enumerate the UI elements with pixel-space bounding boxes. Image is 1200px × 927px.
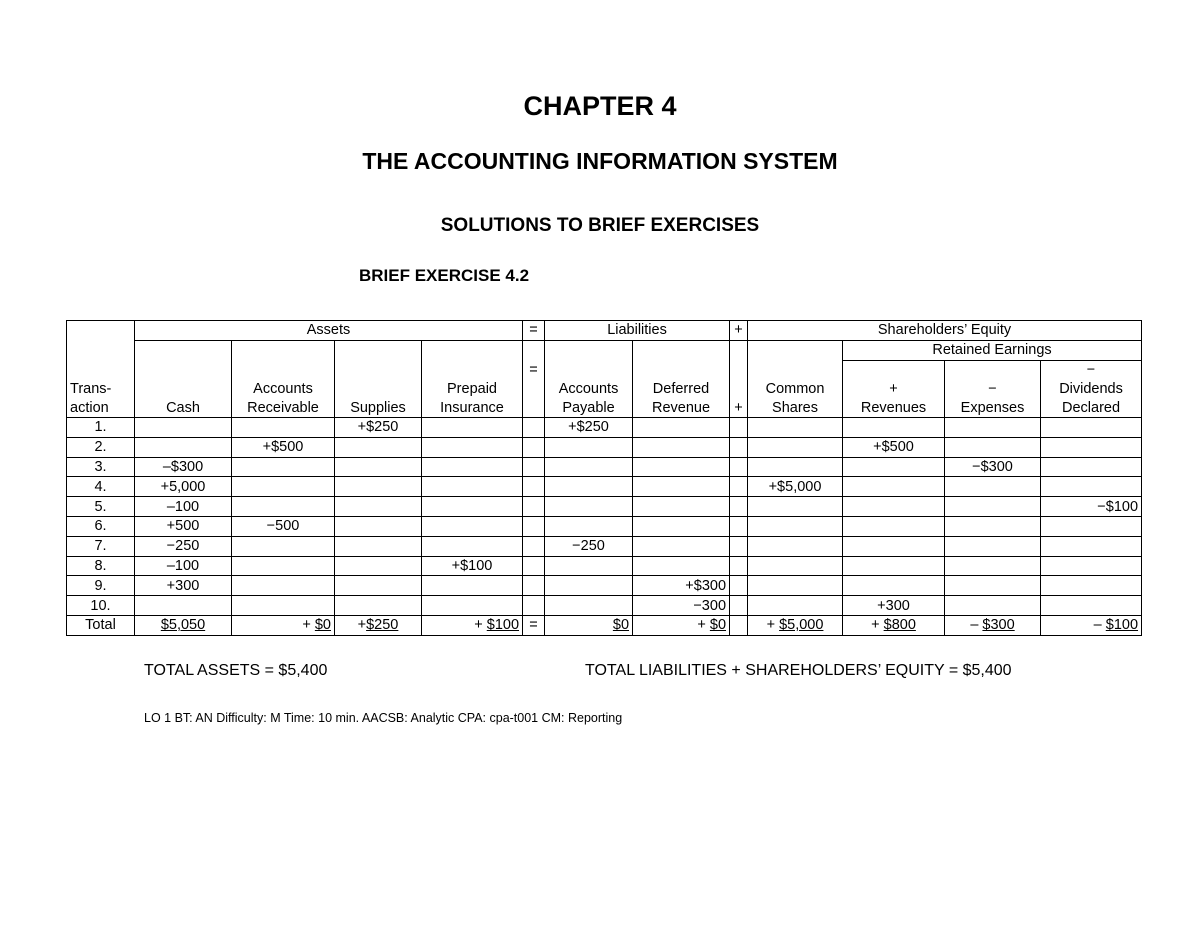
group-header-row <box>67 321 1142 341</box>
cell-pi <box>422 536 523 556</box>
cash-header: Cash <box>135 398 232 417</box>
cell-cs <box>748 576 843 596</box>
total-row <box>67 615 1142 635</box>
cell-div <box>1041 457 1142 477</box>
cell-sup: +$250 <box>335 417 422 437</box>
cell-ar <box>232 596 335 616</box>
table-row <box>67 596 1142 616</box>
cell-exp <box>945 556 1041 576</box>
expenses-sign: − <box>945 379 1041 398</box>
revenue-header: Revenue <box>633 398 730 417</box>
cell-ar <box>232 477 335 497</box>
total-common-shares: + $5,000 <box>748 615 843 635</box>
cell-cash: +300 <box>135 576 232 596</box>
total-dividends: – $100 <box>1041 615 1142 635</box>
cell-cs <box>748 536 843 556</box>
declared-header: Declared <box>1041 398 1142 417</box>
column-header-row-3 <box>67 398 1142 417</box>
shares-header: Shares <box>748 398 843 417</box>
cell-exp <box>945 536 1041 556</box>
dividends-sign: − <box>1041 360 1142 379</box>
cell-ar <box>232 536 335 556</box>
cell-div <box>1041 477 1142 497</box>
table-row <box>67 576 1142 596</box>
total-equals: = <box>523 615 545 635</box>
action-header: action <box>67 398 135 417</box>
cell-rev <box>843 536 945 556</box>
retained-header-row <box>67 340 1142 360</box>
total-ar: + $0 <box>232 615 335 635</box>
table-row <box>67 417 1142 437</box>
cell-dr <box>633 497 730 517</box>
cell-ap <box>545 457 633 477</box>
cell-cash: −250 <box>135 536 232 556</box>
table-row <box>67 437 1142 457</box>
total-cash: $5,050 <box>135 615 232 635</box>
table-row <box>67 457 1142 477</box>
cell-ar: +$500 <box>232 437 335 457</box>
cell-sup <box>335 477 422 497</box>
cell-dr <box>633 457 730 477</box>
cell-ap <box>545 576 633 596</box>
cell-sup <box>335 497 422 517</box>
total-prepaid: + $100 <box>422 615 523 635</box>
table-row <box>67 497 1142 517</box>
plus-sign: + <box>730 321 748 341</box>
cell-t: 5. <box>67 497 135 517</box>
cell-cash <box>135 596 232 616</box>
cell-ar <box>232 576 335 596</box>
total-dr: + $0 <box>633 615 730 635</box>
cell-cash <box>135 417 232 437</box>
cell-div <box>1041 556 1142 576</box>
cell-t: 10. <box>67 596 135 616</box>
cell-exp <box>945 576 1041 596</box>
revenues-sign: + <box>843 379 945 398</box>
total-label: Total <box>67 615 135 635</box>
cell-cs <box>748 457 843 477</box>
cell-rev <box>843 576 945 596</box>
cell-div: −$100 <box>1041 497 1142 517</box>
accounts-receivable-header: Accounts <box>232 379 335 398</box>
liabilities-group-header: Liabilities <box>545 321 730 341</box>
chapter-subtitle: THE ACCOUNTING INFORMATION SYSTEM <box>362 148 838 174</box>
cell-div <box>1041 596 1142 616</box>
cell-cash <box>135 437 232 457</box>
table-row <box>67 516 1142 536</box>
cell-div <box>1041 516 1142 536</box>
cell-div <box>1041 576 1142 596</box>
cell-rev <box>843 477 945 497</box>
total-expenses: – $300 <box>945 615 1041 635</box>
receivable-header: Receivable <box>232 398 335 417</box>
assets-group-header: Assets <box>135 321 523 341</box>
cell-ar: −500 <box>232 516 335 536</box>
cell-cash: –$300 <box>135 457 232 477</box>
cell-sup <box>335 536 422 556</box>
expenses-header: Expenses <box>945 398 1041 417</box>
cell-cash: –100 <box>135 497 232 517</box>
cell-ap <box>545 516 633 536</box>
total-assets: TOTAL ASSETS = $5,400 <box>144 662 328 679</box>
cell-sup <box>335 556 422 576</box>
cell-cs <box>748 417 843 437</box>
cell-pi <box>422 457 523 477</box>
cell-t: 2. <box>67 437 135 457</box>
cell-div <box>1041 417 1142 437</box>
cell-pi <box>422 477 523 497</box>
total-revenues: + $800 <box>843 615 945 635</box>
common-shares-header: Common <box>748 379 843 398</box>
cell-cs: +$5,000 <box>748 477 843 497</box>
cell-ap: −250 <box>545 536 633 556</box>
cell-t: 8. <box>67 556 135 576</box>
cell-ap: +$250 <box>545 417 633 437</box>
revenues-header: Revenues <box>843 398 945 417</box>
cell-ap <box>545 596 633 616</box>
cell-ar <box>232 497 335 517</box>
cell-t: 3. <box>67 457 135 477</box>
insurance-header: Insurance <box>422 398 523 417</box>
cell-sup <box>335 516 422 536</box>
cell-dr <box>633 556 730 576</box>
total-liabilities-equity: TOTAL LIABILITIES + SHAREHOLDERS’ EQUITY = $5,400 <box>585 662 1012 679</box>
cell-cs <box>748 437 843 457</box>
cell-ap <box>545 437 633 457</box>
cell-exp <box>945 596 1041 616</box>
plus-sign-2: + <box>730 398 748 417</box>
cell-pi: +$100 <box>422 556 523 576</box>
cell-rev <box>843 497 945 517</box>
cell-sup <box>335 596 422 616</box>
learning-objective-meta: LO 1 BT: AN Difficulty: M Time: 10 min. AACSB: Analytic CPA: cpa-t001 CM: Reporting <box>144 711 623 725</box>
cell-t: 9. <box>67 576 135 596</box>
cell-t: 6. <box>67 516 135 536</box>
cell-exp <box>945 417 1041 437</box>
cell-rev <box>843 457 945 477</box>
cell-sup <box>335 576 422 596</box>
deferred-revenue-header: Deferred <box>633 379 730 398</box>
cell-pi <box>422 417 523 437</box>
cell-cs <box>748 497 843 517</box>
cell-ap <box>545 556 633 576</box>
dividends-header: Dividends <box>1041 379 1142 398</box>
accounting-equation-table <box>66 320 1142 636</box>
column-header-row-2 <box>67 379 1142 398</box>
cell-cash: +500 <box>135 516 232 536</box>
cell-ar <box>232 556 335 576</box>
cell-sup <box>335 457 422 477</box>
trans-header: Trans- <box>67 379 135 398</box>
cell-exp <box>945 437 1041 457</box>
cell-t: 4. <box>67 477 135 497</box>
cell-dr: +$300 <box>633 576 730 596</box>
cell-exp <box>945 477 1041 497</box>
cell-rev <box>843 417 945 437</box>
cell-dr: −300 <box>633 596 730 616</box>
cell-div <box>1041 536 1142 556</box>
table-row <box>67 477 1142 497</box>
cell-ap <box>545 497 633 517</box>
cell-sup <box>335 437 422 457</box>
cell-rev <box>843 516 945 536</box>
prepaid-insurance-header: Prepaid <box>422 379 523 398</box>
retained-earnings-header: Retained Earnings <box>843 340 1142 360</box>
cell-rev: +$500 <box>843 437 945 457</box>
table-row <box>67 536 1142 556</box>
cell-cash: +5,000 <box>135 477 232 497</box>
cell-t: 1. <box>67 417 135 437</box>
equity-group-header: Shareholders’ Equity <box>748 321 1142 341</box>
cell-ar <box>232 457 335 477</box>
payable-header: Payable <box>545 398 633 417</box>
cell-pi <box>422 437 523 457</box>
cell-exp <box>945 497 1041 517</box>
cell-exp <box>945 516 1041 536</box>
cell-ap <box>545 477 633 497</box>
cell-cash: –100 <box>135 556 232 576</box>
accounts-payable-header: Accounts <box>545 379 633 398</box>
section-title: SOLUTIONS TO BRIEF EXERCISES <box>440 215 760 236</box>
cell-rev: +300 <box>843 596 945 616</box>
supplies-header: Supplies <box>335 398 422 417</box>
cell-pi <box>422 516 523 536</box>
cell-cs <box>748 596 843 616</box>
column-header-row-1 <box>67 360 1142 379</box>
table-row <box>67 556 1142 576</box>
cell-dr <box>633 417 730 437</box>
equals-sign-2: = <box>523 360 545 379</box>
cell-pi <box>422 596 523 616</box>
cell-rev <box>843 556 945 576</box>
chapter-title: CHAPTER 4 <box>523 91 677 121</box>
cell-pi <box>422 576 523 596</box>
total-ap: $0 <box>545 615 633 635</box>
exercise-title: BRIEF EXERCISE 4.2 <box>359 266 530 285</box>
cell-dr <box>633 437 730 457</box>
cell-dr <box>633 477 730 497</box>
cell-ar <box>232 417 335 437</box>
cell-dr <box>633 536 730 556</box>
trans-group-cell <box>67 321 135 341</box>
total-supplies: +$250 <box>335 615 422 635</box>
equals-sign: = <box>523 321 545 341</box>
cell-t: 7. <box>67 536 135 556</box>
cell-pi <box>422 497 523 517</box>
cell-exp: −$300 <box>945 457 1041 477</box>
cell-cs <box>748 516 843 536</box>
cell-cs <box>748 556 843 576</box>
cell-dr <box>633 516 730 536</box>
cell-div <box>1041 437 1142 457</box>
